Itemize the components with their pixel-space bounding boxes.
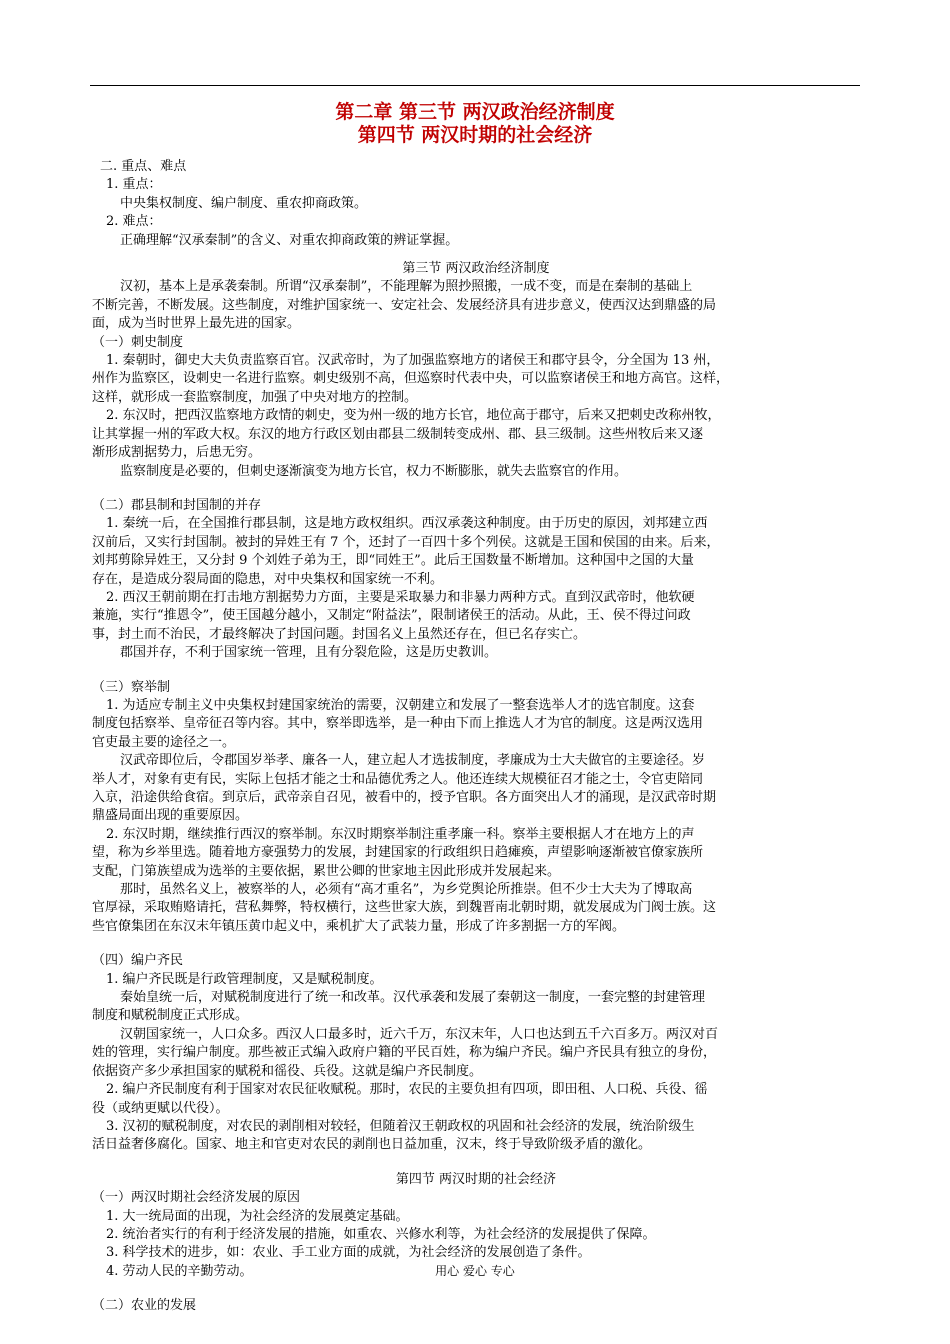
text-line: 1. 编户齐民既是行政管理制度，又是赋税制度。	[106, 971, 383, 987]
text-line: 刘邦剪除异姓王，又分封 9 个刘姓子弟为王，即“同姓王”。此后王国数量不断增加。这种国中之国的大量	[92, 553, 694, 569]
spacer	[92, 663, 860, 679]
text-line: 3. 科学技术的进步，如：农业、手工业方面的成就，为社会经济的发展创造了条件。	[106, 1245, 591, 1261]
text-line: 4. 劳动人民的辛勤劳动。	[106, 1263, 253, 1279]
text-line: 依据资产多少承担国家的赋税和徭役、兵役。这就是编户齐民制度。	[92, 1063, 483, 1079]
spacer	[92, 481, 860, 497]
text-line: （一）刺史制度	[92, 334, 184, 350]
text-line: 面，成为当时世界上最先进的国家。	[92, 316, 301, 332]
text-line: 汉武帝即位后，令郡国岁举孝、廉各一人，建立起人才选拔制度，孝廉成为士大夫做官的主要途径。岁	[120, 753, 706, 769]
text-line: 2. 统治者实行的有利于经济发展的措施，如重农、兴修水利等，为社会经济的发展提供了保障。	[106, 1226, 656, 1242]
text-line: 官厚禄，采取贿赂请托，营私舞弊，特权横行，这些世家大族，到魏晋南北朝时期，就发展成为门阀士族。这	[92, 900, 717, 916]
text-line: 2. 东汉时期，继续推行西汉的察举制。东汉时期察举制注重孝廉一科。察举主要根据人才在地方上的声	[106, 826, 695, 842]
text-line: 存在，是造成分裂局面的隐患，对中央集权和国家统一不利。	[92, 571, 444, 587]
text-line: 支配，门第族望成为选举的主要依据，累世公卿的世家地主因此形成并发展起来。	[92, 863, 561, 879]
text-line: 不断完善，不断发展。这些制度，对维护国家统一、安定社会、发展经济具有进步意义，使西汉达到鼎盛的局	[92, 297, 717, 313]
document-body	[92, 158, 860, 1316]
text-line: 姓的管理，实行编户制度。那些被正式编入政府户籍的平民百姓，称为编户齐民。编户齐民具有独立的身份，	[92, 1045, 717, 1061]
section-title: 第四节 两汉时期的社会经济	[357, 124, 593, 146]
text-line: 1. 秦统一后，在全国推行郡县制，这是地方政权组织。西汉承袭这种制度。由于历史的原因，刘邦建立西	[106, 516, 708, 532]
text-line: 1. 秦朝时，御史大夫负责监察百官。汉武帝时，为了加强监察地方的诸侯王和郡守县令，分全国为 13 州，	[106, 353, 720, 369]
text-line: 鼎盛局面出现的重要原因。	[92, 808, 249, 824]
text-line: 2. 难点：	[106, 214, 162, 230]
text-line: 二. 重点、难点	[100, 159, 187, 174]
text-line: 事，封土而不治民，才最终解决了封国问题。封国名义上虽然还存在，但已名存实亡。	[92, 626, 587, 642]
text-line: 2. 编户齐民制度有利于国家对农民征收赋税。那时，农民的主要负担有四项，即田租、人口税、兵役、徭	[106, 1082, 708, 1098]
text-line: 2. 东汉时，把西汉监察地方政情的刺史，变为州一级的地方长官，地位高于郡守，后来又把刺史改称州牧，	[106, 408, 721, 424]
text-line: 第三节 两汉政治经济制度	[402, 261, 550, 277]
text-line: 役（或纳更赋以代役）。	[92, 1100, 229, 1116]
text-line: （四）编户齐民	[92, 953, 184, 969]
text-line: 中央集权制度、编户制度、重农抑商政策。	[120, 195, 368, 211]
text-line: 举人才，对象有吏有民，实际上包括才能之士和品德优秀之人。他还连续大规模征召才能之士，令官吏陪同	[92, 771, 704, 787]
text-line: 这样，就形成一套监察制度，加强了中央对地方的控制。	[92, 389, 418, 405]
text-line: 2. 西汉王朝前期在打击地方割据势力方面，主要是采取暴力和非暴力两种方式。直到汉武帝时，他软硬	[106, 589, 695, 605]
text-line: 制度包括察举、皇帝征召等内容。其中，察举即选举，是一种由下而上推选人才为官的制度。这是两汉选用	[92, 716, 704, 732]
text-line: 望，称为乡举里选。随着地方豪强势力的发展，封建国家的行政组织日趋瘫痪，声望影响逐渐被官僚家族所	[92, 845, 704, 861]
text-line: 汉前后，又实行封国制。被封的异姓王有 7 个，还封了一百四十多个列侯。这就是王国和侯国的由来。后来，	[92, 534, 720, 550]
text-line: 汉朝国家统一，人口众多。西汉人口最多时，近六千万，东汉末年，人口也达到五千六百多万。两汉对百	[120, 1026, 719, 1042]
text-line: 官吏最主要的途径之一。	[92, 734, 236, 750]
text-line: 让其掌握一州的军政大权。东汉的地方行政区划由郡县二级制转变成州、郡、县三级制。这些州牧后来又逐	[92, 426, 704, 442]
text-line: （三）察举制	[92, 679, 171, 695]
text-line: 那时，虽然名义上，被察举的人，必须有“高才重名”，为乡党舆论所推崇。但不少士大夫为了博取高	[120, 882, 693, 898]
text-line: 正确理解“汉承秦制”的含义、对重农抑商政策的辨证掌握。	[120, 232, 459, 248]
text-line: 1. 大一统局面的出现，为社会经济的发展奠定基础。	[106, 1208, 409, 1224]
header-rule	[90, 85, 860, 86]
spacer	[92, 936, 860, 952]
spacer	[92, 1281, 860, 1297]
text-line: 1. 为适应专制主义中央集权封建国家统治的需要，汉朝建立和发展了一整套选举人才的选官制度。这套	[106, 697, 695, 713]
text-line: （二）农业的发展	[92, 1298, 197, 1314]
spacer	[92, 250, 860, 260]
text-line: 制度和赋税制度正式形成。	[92, 1008, 249, 1024]
text-line: 3. 汉初的赋税制度，对农民的剥削相对较轻，但随着汉王朝政权的巩固和社会经济的发展，统治阶级生	[106, 1118, 695, 1134]
text-line: 些官僚集团在东汉末年镇压黄巾起义中，乘机扩大了武装力量，形成了许多割据一方的军阀。	[92, 918, 626, 934]
text-line: （二）郡县制和封国制的并存	[92, 497, 262, 513]
text-line: （一）两汉时期社会经济发展的原因	[92, 1190, 301, 1206]
text-line: 兼施，实行“推恩令”，使王国越分越小，又制定“附益法”，限制诸侯王的活动。从此，王、侯不得过问政	[92, 608, 691, 624]
text-line: 活日益奢侈腐化。国家、地主和官吏对农民的剥削也日益加重，汉末，终于导致阶级矛盾的激化。	[92, 1137, 652, 1153]
text-line: 1. 重点：	[106, 177, 162, 193]
text-line: 州作为监察区，设刺史一名进行监察。刺史级别不高，但巡察时代表中央，可以监察诸侯王和地方高官。这样，	[92, 371, 730, 387]
text-line: 入京，沿途供给食宿。到京后，武帝亲自召见，被看中的，授予官职。各方面突出人才的涌现，是汉武帝时期	[92, 790, 717, 805]
text-line: 郡国并存，不利于国家统一管理，且有分裂危险，这是历史教训。	[120, 645, 498, 661]
text-line: 秦始皇统一后，对赋税制度进行了统一和改革。汉代承袭和发展了秦朝这一制度，一套完整的封建管理	[120, 990, 706, 1006]
text-line: 汉初，基本上是承袭秦制。所谓“汉承秦制”，不能理解为照抄照搬，一成不变，而是在秦制的基础上	[120, 279, 693, 295]
page-footer: 用心 爱心 专心	[435, 1264, 515, 1278]
spacer	[92, 1155, 860, 1171]
chapter-title: 第二章 第三节 两汉政治经济制度	[335, 101, 615, 123]
text-line: 监察制度是必要的，但刺史逐渐演变为地方长官，权力不断膨胀，就失去监察官的作用。	[120, 463, 628, 479]
text-line: 渐形成割据势力，后患无穷。	[92, 445, 262, 461]
text-line: 第四节 两汉时期的社会经济	[395, 1171, 557, 1187]
